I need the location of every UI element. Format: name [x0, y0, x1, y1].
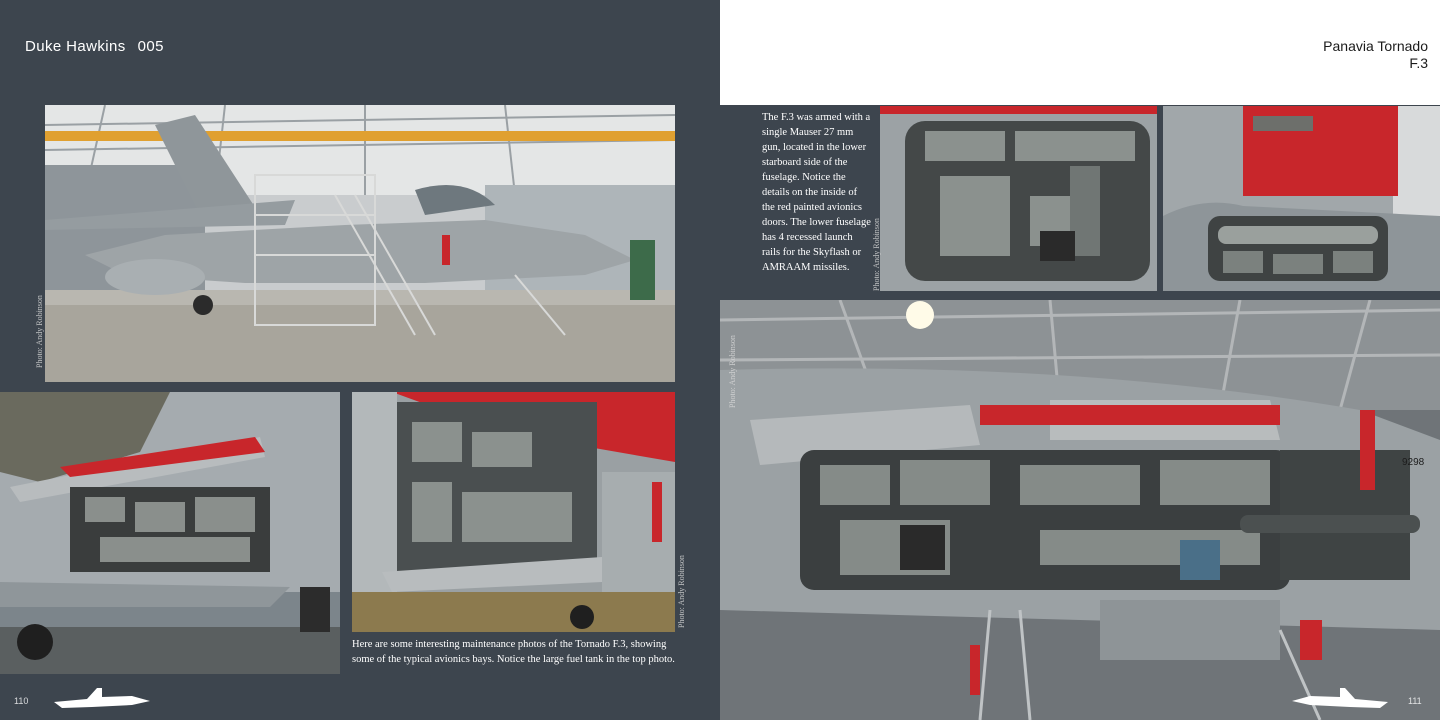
gun-bay-photo-credit: Photo: Andy Robinson [872, 218, 881, 291]
main-bay-photo-credit: Photo: Andy Robinson [728, 335, 737, 408]
right-page [720, 0, 1440, 720]
right-page-caption: The F.3 was armed with a single Mauser 27 mm gun, located in the lower starboard side of the fuselage. Notice the details on the inside of the red painted avionics doors. The lower fuselage has 4 recessed launch rails for the Skyflash or AMRAAM missiles. [762, 112, 871, 273]
tornado-silhouette-icon [52, 682, 152, 712]
avionics-bay-photo-red-door [352, 392, 675, 632]
right-page-header [720, 0, 1440, 105]
hangar-photo [45, 105, 675, 382]
red-bay-photo-credit: Photo: Andy Robinson [677, 555, 686, 628]
gun-bay-photo [880, 106, 1157, 291]
main-avionics-bay-photo [720, 300, 1440, 720]
avionics-bay-photo-left [0, 392, 340, 674]
series-name: Duke Hawkins [25, 38, 126, 55]
fuel-tank-bay-photo [1163, 106, 1440, 291]
book-title-variant: F.3 [1409, 55, 1428, 71]
tornado-silhouette-icon-right [1290, 682, 1390, 712]
right-page-number: 111 [1408, 696, 1422, 706]
aircraft-serial-number: 9298 [1402, 457, 1425, 468]
left-page-caption: Here are some interesting maintenance photos of the Tornado F.3, showing some of the typical avionics bays. Notice the large fuel tank in the top photo. [352, 639, 675, 665]
book-title-aircraft: Panavia Tornado [1323, 38, 1428, 54]
series-number: 005 [137, 38, 164, 55]
book-title [1323, 38, 1428, 72]
hangar-photo-credit: Photo: Andy Robinson [35, 295, 44, 368]
left-page-number: 110 [14, 696, 29, 706]
series-title [25, 38, 176, 55]
